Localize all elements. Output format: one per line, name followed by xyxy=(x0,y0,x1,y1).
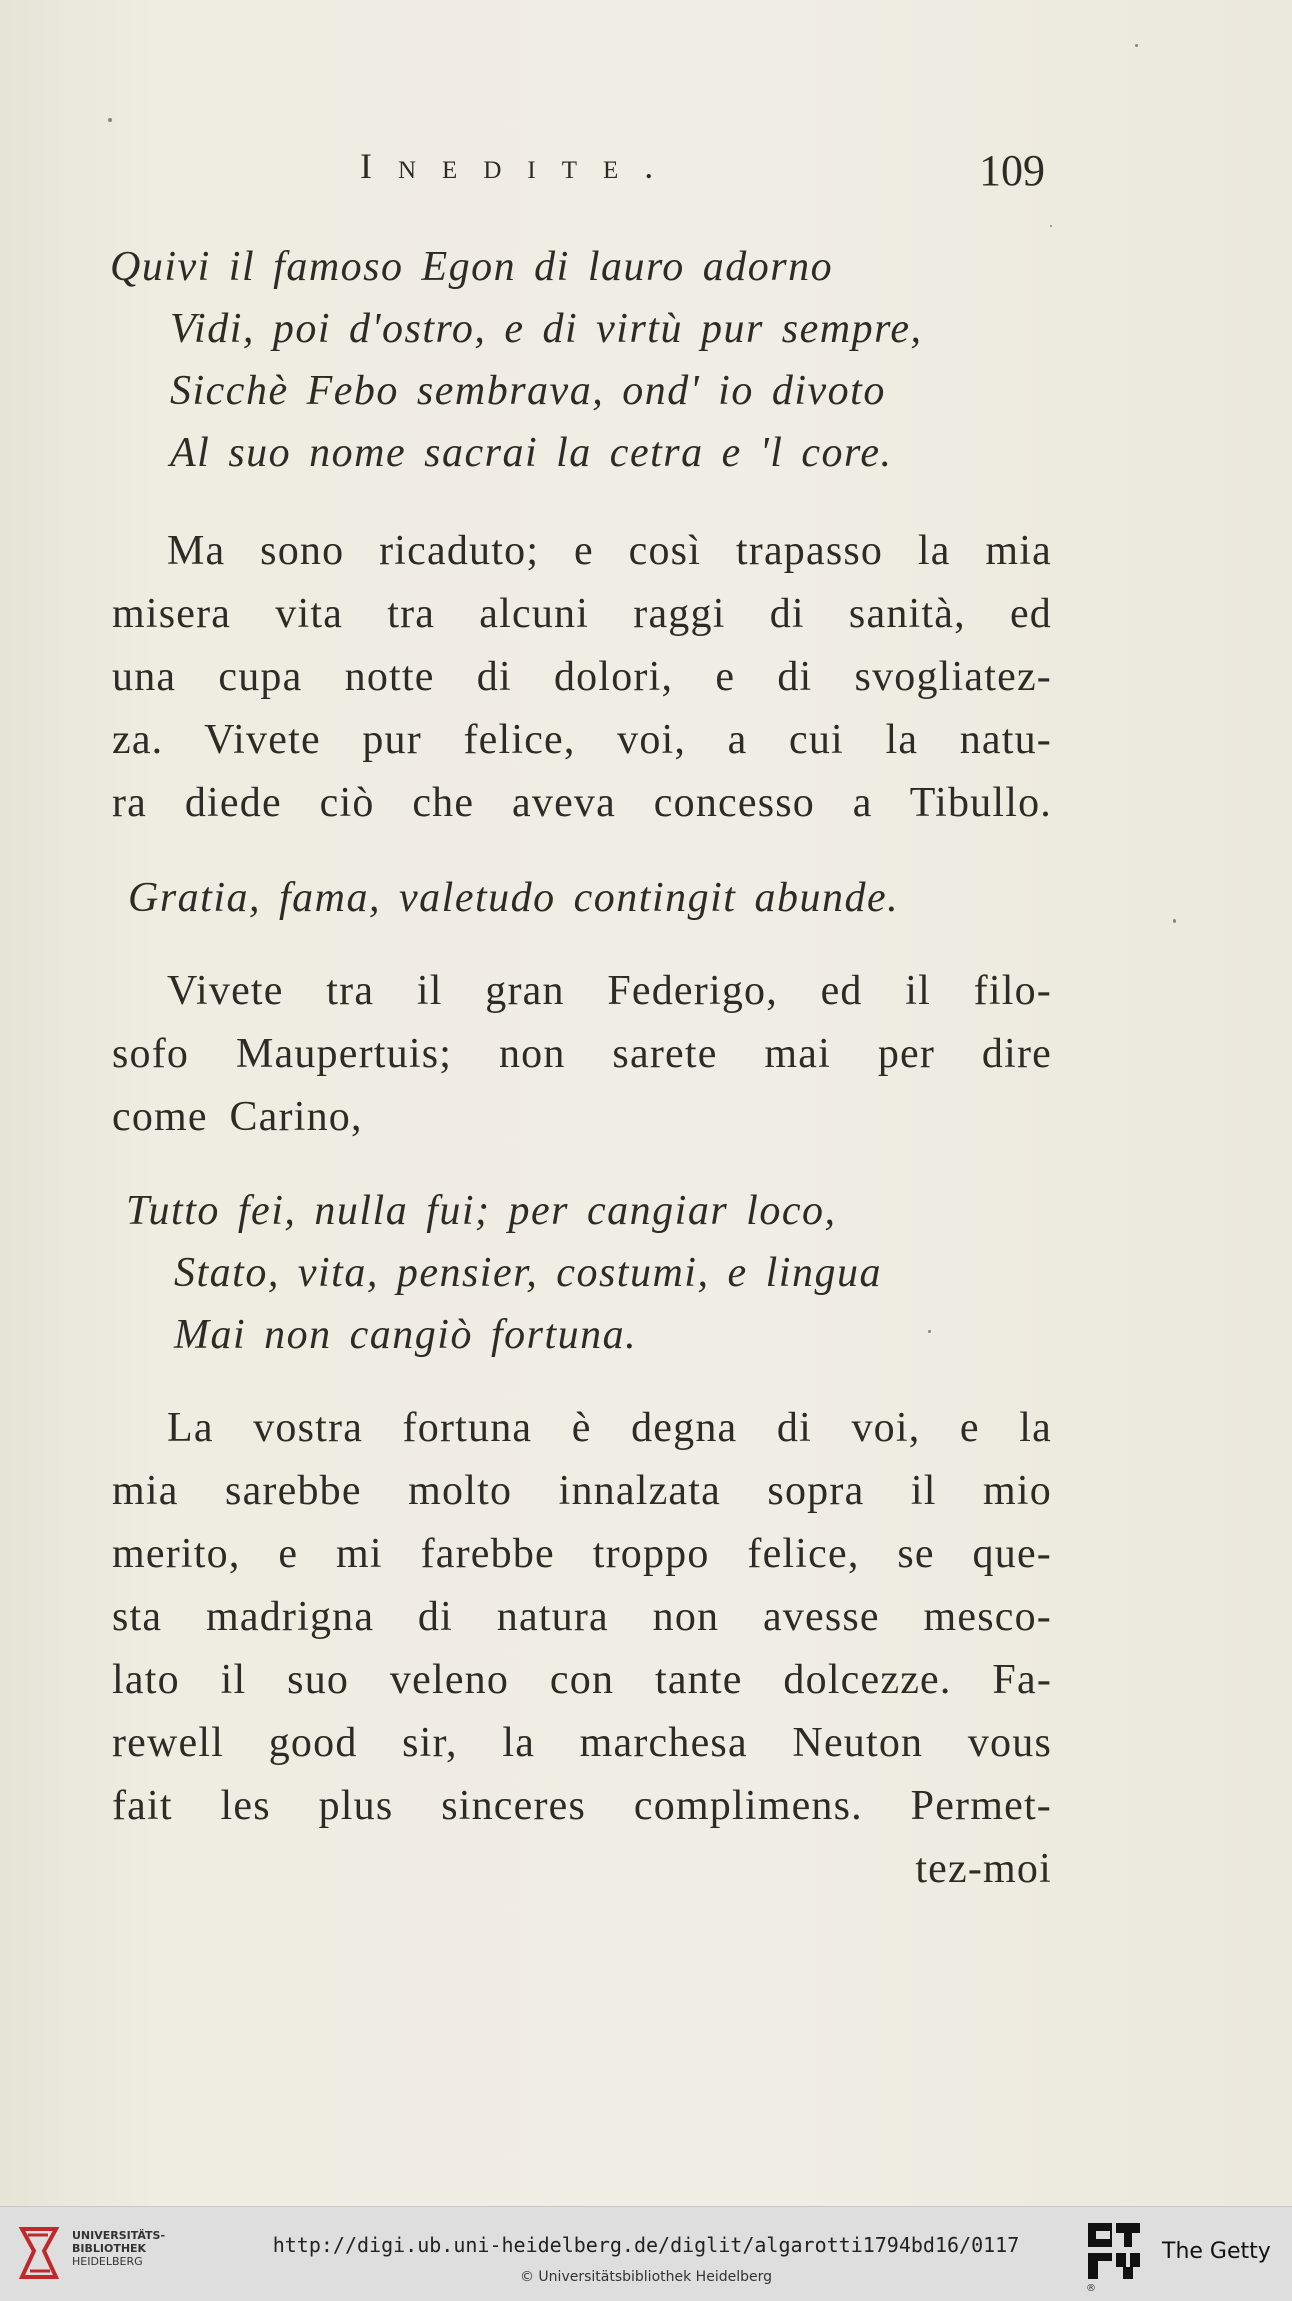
verse-line: Mai non cangiò fortuna. xyxy=(174,1312,638,1358)
verse-line: Sicchè Febo sembrava, ond' io divoto xyxy=(170,368,886,414)
library-line: BIBLIOTHEK xyxy=(72,2242,147,2255)
paragraph-3 xyxy=(112,1397,1052,1901)
registered-mark: ® xyxy=(1086,2283,1096,2294)
text-line: merito, e mi farebbe troppo felice, se que- xyxy=(112,1531,1052,1577)
page-header xyxy=(360,145,1060,195)
getty-logo-icon xyxy=(1086,2221,1144,2281)
text-line: come Carino, xyxy=(112,1094,363,1140)
page-number: 109 xyxy=(979,146,1045,195)
library-line: UNIVERSITÄTS- xyxy=(72,2229,166,2242)
text-line: sofo Maupertuis; non sarete mai per dire xyxy=(112,1031,1052,1077)
text-line: La vostra fortuna è degna di voi, e la xyxy=(167,1405,1052,1451)
text-line: Ma sono ricaduto; e così trapasso la mia xyxy=(167,528,1052,574)
running-title: Inedite. xyxy=(360,146,680,186)
verse-line: Vidi, poi d'ostro, e di virtù pur sempre, xyxy=(170,306,923,352)
library-line: HEIDELBERG xyxy=(72,2255,143,2268)
paragraph-2 xyxy=(112,960,1052,1149)
verse-block-2 xyxy=(126,1180,1126,1366)
verse-line: Quivi il famoso Egon di lauro adorno xyxy=(110,244,834,290)
catchword: tez-moi xyxy=(915,1846,1052,1892)
text-line: una cupa notte di dolori, e di svogliatez- xyxy=(112,654,1052,700)
text-line: za. Vivete pur felice, voi, a cui la natu- xyxy=(112,717,1052,763)
text-line: fait les plus sinceres complimens. Permet- xyxy=(112,1783,1052,1829)
paragraph-1 xyxy=(112,520,1052,835)
verse-line: Tutto fei, nulla fui; per cangiar loco, xyxy=(126,1188,837,1234)
text-line: ra diede ciò che aveva concesso a Tibullo. xyxy=(112,780,1052,826)
text-line: misera vita tra alcuni raggi di sanità, ed xyxy=(112,591,1052,637)
text-line: sta madrigna di natura non avesse mesco- xyxy=(112,1594,1052,1640)
verse-block-1 xyxy=(110,236,1110,484)
verse-line: Stato, vita, pensier, costumi, e lingua xyxy=(174,1250,882,1296)
footer-bar xyxy=(0,2206,1292,2301)
text-line: rewell good sir, la marchesa Neuton vous xyxy=(112,1720,1052,1766)
source-url-link[interactable]: http://digi.ub.uni-heidelberg.de/diglit/algarotti1794bd16/0117 xyxy=(272,2233,1020,2257)
text-line: mia sarebbe molto innalzata sopra il mio xyxy=(112,1468,1052,1514)
verse-line: Al suo nome sacrai la cetra e 'l core. xyxy=(170,430,893,476)
text-line: lato il suo veleno con tante dolcezze. Fa- xyxy=(112,1657,1052,1703)
copyright-notice: © Universitätsbibliothek Heidelberg xyxy=(519,2269,772,2285)
latin-quote: Gratia, fama, valetudo contingit abunde. xyxy=(128,875,900,921)
text-line: Vivete tra il gran Federigo, ed il filo- xyxy=(167,968,1052,1014)
partner-name: The Getty xyxy=(1162,2239,1271,2264)
